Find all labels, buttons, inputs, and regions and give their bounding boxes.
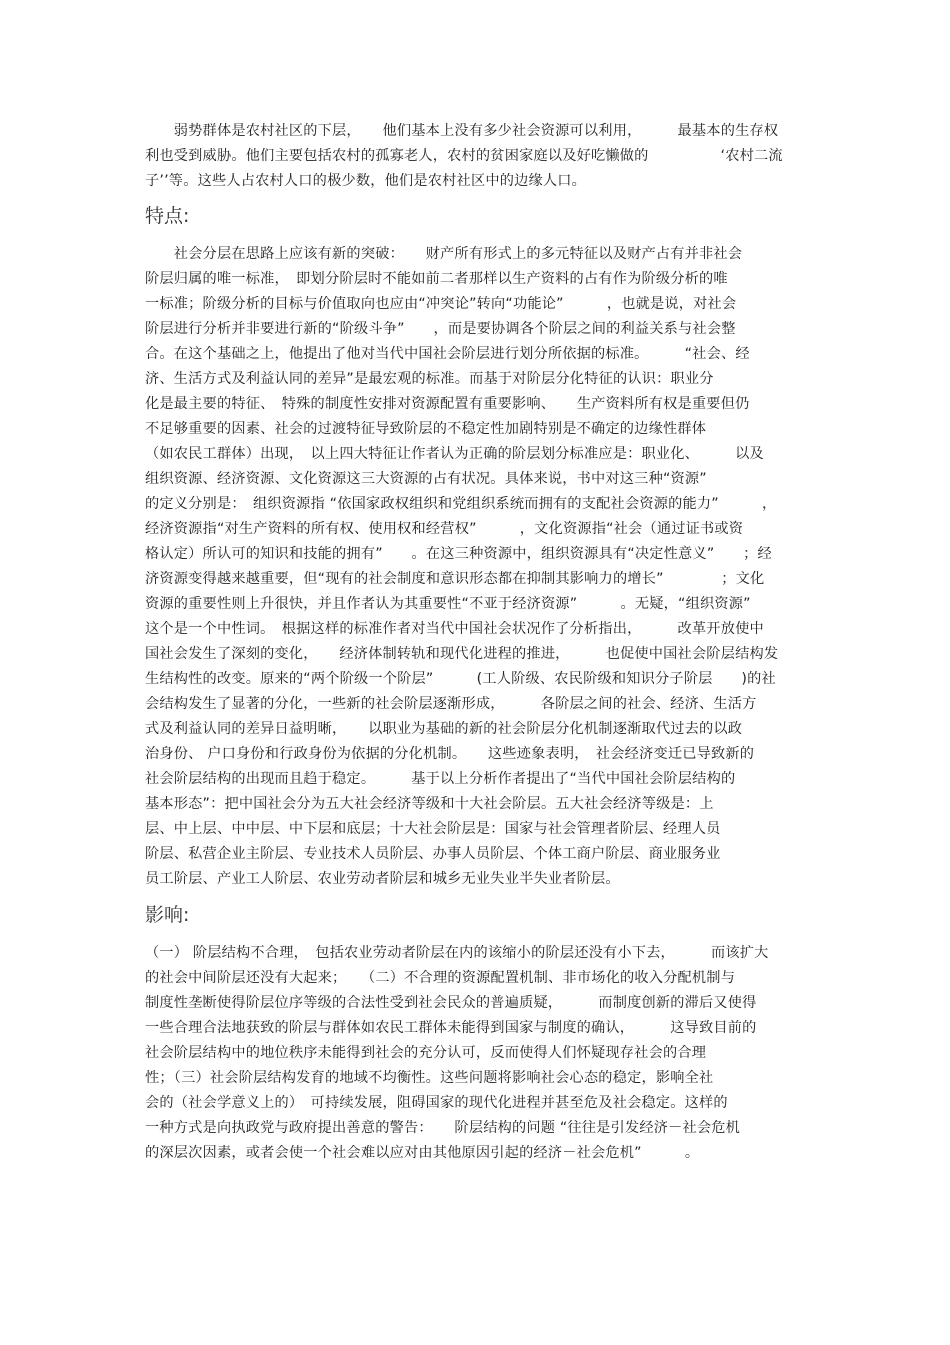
features-line: 治身份、 户口身份和行政身份为依据的分化机制。 这些迹象表明， 社会经济变迁已导致新的 xyxy=(145,746,755,762)
features-line: 社会分层在思路上应该有新的突破： 财产所有形式上的多元特征以及财产占有并非社会 xyxy=(145,246,743,262)
impact-line: 的深层次因素，或者会使一个社会难以应对由其他原因引起的经济－社会危机” 。 xyxy=(145,1145,700,1161)
features-line: 社会阶层结构的出现而且趋于稳定。 基于以上分析作者提出了“当代中国社会阶层结构的 xyxy=(145,771,736,787)
impact-line: 一些合理合法地获致的阶层与群体如农民工群体未能得到国家与制度的确认， 这导致目前的 xyxy=(145,1020,757,1036)
impact-line: 一种方式是向执政党与政府提出善意的警告： 阶层结构的问题 “往往是引发经济－社会危机 xyxy=(145,1120,741,1136)
features-line: 会结构发生了显著的分化，一些新的社会阶层逐渐形成， 各阶层之间的社会、经济、生活方 xyxy=(145,696,757,712)
features-line: 员工阶层、产业工人阶层、农业劳动者阶层和城乡无业失业半失业者阶层。 xyxy=(145,871,620,887)
features-line: 化是最主要的特征、 特殊的制度性安排对资源配置有重要影响、 生产资料所有权是重要但仍 xyxy=(145,396,750,412)
intro-line: 子’’等。这些人占农村人口的极少数，他们是农村社区中的边缘人口。 xyxy=(145,173,587,189)
features-line: 生结构性的改变。原来的“两个阶级一个阶层” (工人阶级、农民阶级和知识分子阶层 )的社 xyxy=(145,671,776,687)
features-line: 合。在这个基础之上，他提出了他对当代中国社会阶层进行划分所依据的标准。 “社会、经 xyxy=(145,346,750,362)
features-line: 层、中上层、中中层、中下层和底层；十大社会阶层是：国家与社会管理者阶层、经理人员 xyxy=(145,821,721,837)
features-line: 资源的重要性则上升很快，并且作者认为其重要性“不亚于经济资源” 。无疑，“组织资源” xyxy=(145,596,751,612)
impact-line: 的社会中间阶层还没有大起来； （二）不合理的资源配置机制、非市场化的收入分配机制与 xyxy=(145,970,736,986)
impact-line: 社会阶层结构中的地位秩序未能得到社会的充分认可，反而使得人们怀疑现存社会的合理 xyxy=(145,1045,707,1061)
features-line: 济资源变得越来越重要，但“现有的社会制度和意识形态都在抑制其影响力的增长” ；文化 xyxy=(145,571,765,587)
features-line: 阶层进行分析并非要进行新的“阶级斗争” ，而是要协调各个阶层之间的利益关系与社会整 xyxy=(145,321,736,337)
impact-line: 性；（三）社会阶层结构发育的地域不均衡性。这些问题将影响社会心态的稳定，影响全社 xyxy=(145,1070,714,1086)
features-line: 的定义分别是： 组织资源指 “依国家政权组织和党组织系统而拥有的支配社会资源的能力” ， xyxy=(145,496,777,512)
features-line: 式及利益认同的差异日益明晰， 以职业为基础的新的社会阶层分化机制逐渐取代过去的以政 xyxy=(145,721,743,737)
features-line: 基本形态”：把中国社会分为五大社会经济等级和十大社会阶层。五大社会经济等级是：上 xyxy=(145,796,714,812)
features-line: 格认定）所认可的知识和技能的拥有” 。在这三种资源中，组织资源具有“决定性意义” ；经 xyxy=(145,546,772,562)
features-line: 阶层归属的唯一标准， 即划分阶层时不能如前二者那样以生产资料的占有作为阶级分析的唯 xyxy=(145,271,728,287)
section-heading-impact: 影响: xyxy=(145,904,190,926)
features-line: 济、生活方式及利益认同的差异”是最宏观的标准。而基于对阶层分化特征的认识：职业分 xyxy=(145,371,714,387)
impact-line: 制度性垄断使得阶层位序等级的合法性受到社会民众的普遍质疑， 而制度创新的滞后又使得 xyxy=(145,995,757,1011)
features-line: 国社会发生了深刻的变化， 经济体制转轨和现代化进程的推进， 也促使中国社会阶层结构发 xyxy=(145,646,779,662)
features-line: 一标准；阶级分析的目标与价值取向也应由“冲突论”转向“功能论” ，也就是说，对社会 xyxy=(145,296,737,312)
intro-line: 弱势群体是农村社区的下层， 他们基本上没有多少社会资源可以利用， 最基本的生存权 xyxy=(145,123,779,139)
features-line: 这个是一个中性词。 根据这样的标准作者对当代中国社会状况作了分析指出， 改革开放使中 xyxy=(145,621,764,637)
features-line: 不足够重要的因素、社会的过渡特征导致阶层的不稳定性加剧特别是不确定的边缘性群体 xyxy=(145,421,707,437)
impact-line: （一） 阶层结构不合理， 包括农业劳动者阶层在内的该缩小的阶层还没有小下去， 而该扩大 xyxy=(145,945,769,961)
section-heading-features: 特点: xyxy=(145,205,190,227)
features-line: 组织资源、经济资源、文化资源这三大资源的占有状况。具体来说，书中对这三种“资源” xyxy=(145,471,707,487)
features-line: 经济资源指“对生产资料的所有权、使用权和经营权” ，文化资源指“社会（通过证书或资 xyxy=(145,521,744,537)
impact-line: 会的（社会学意义上的） 可持续发展，阻碍国家的现代化进程并甚至危及社会稳定。这样的 xyxy=(145,1095,728,1111)
features-line: 阶层、私营企业主阶层、专业技术人员阶层、办事人员阶层、个体工商户阶层、商业服务业 xyxy=(145,846,721,862)
features-line: （如农民工群体）出现， 以上四大特征让作者认为正确的阶层划分标准应是：职业化、 以及 xyxy=(145,446,764,462)
intro-line: 利也受到威胁。他们主要包括农村的孤寡老人，农村的贫困家庭以及好吃懒做的 ‘农村二流 xyxy=(145,148,783,164)
